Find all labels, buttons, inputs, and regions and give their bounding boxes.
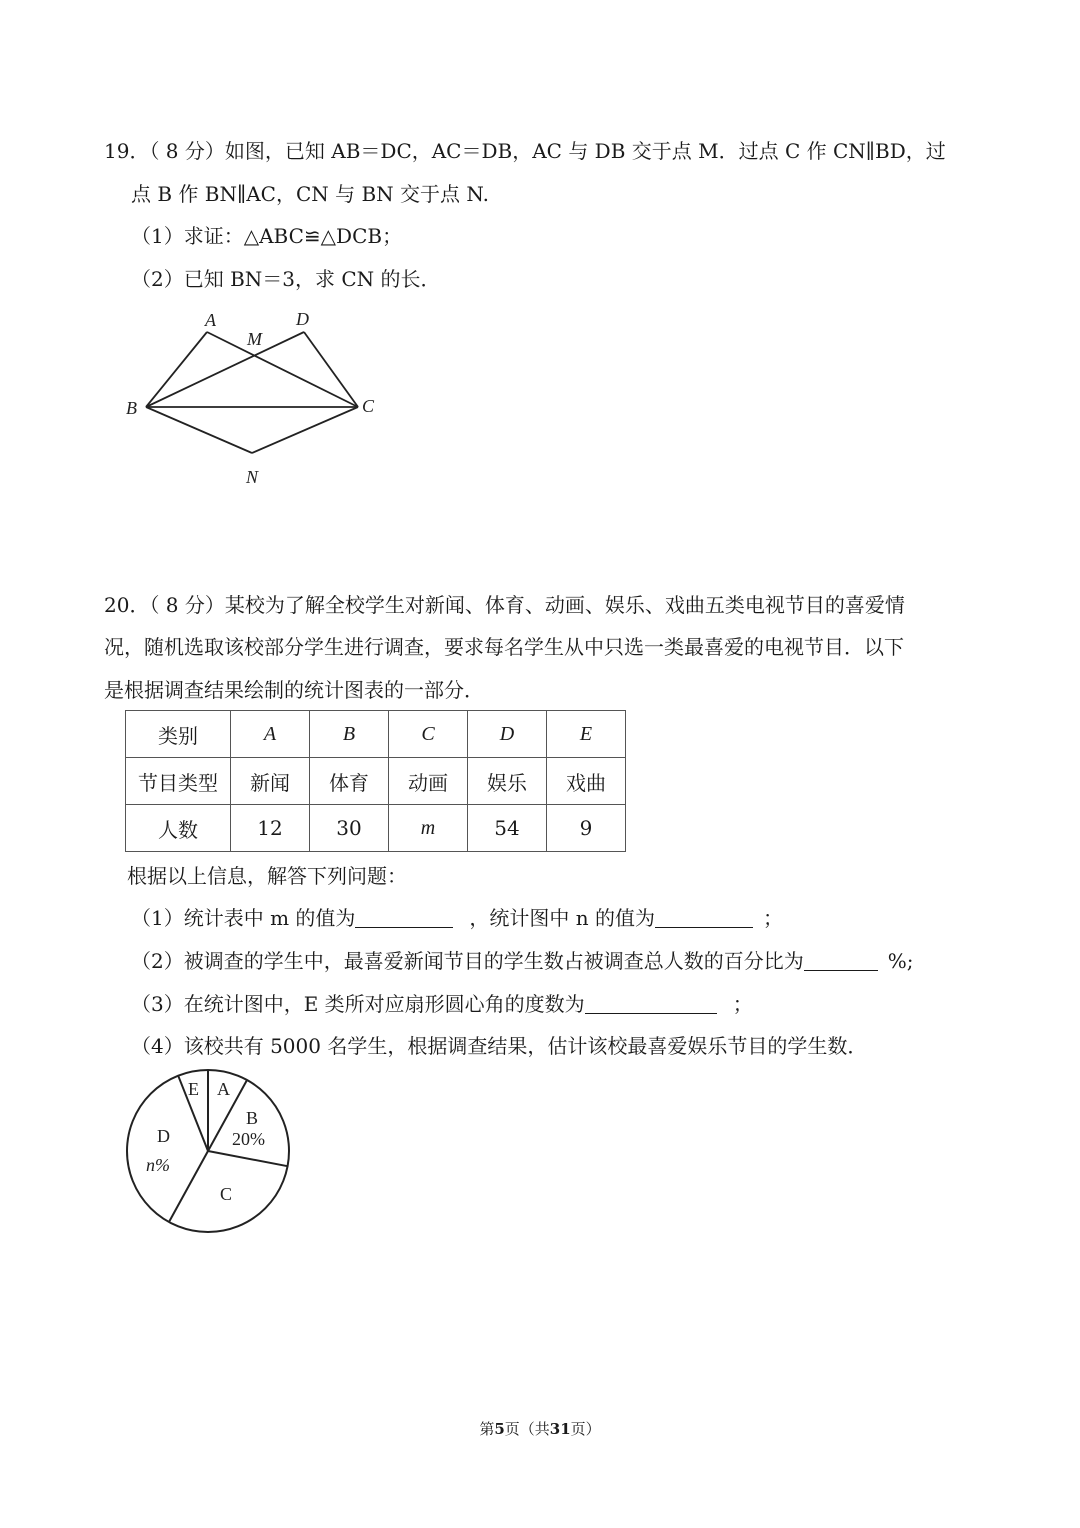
q20-stem-line2: 况，随机选取该校部分学生进行调查，要求每名学生从中只选一类最喜爱的电视节目．以下 [104,635,904,659]
q20-part1-text-a: （1）统计表中 m 的值为 [131,906,356,930]
pie-label-D-pct: n% [146,1155,170,1175]
label-M: M [247,329,262,349]
q20-part3-text-a: （3）在统计图中，E 类所对应扇形圆心角的度数为 [131,992,585,1016]
q20-lead: 根据以上信息，解答下列问题： [127,864,407,888]
table-cell: 12 [231,805,310,852]
q19-part2: （2）已知 BN＝3，求 CN 的长． [131,267,441,291]
q19-line1 [104,137,946,165]
table-header-cell: 节目类型 [126,758,231,805]
table-row [126,805,626,852]
label-N: N [246,467,259,487]
label-D: D [296,309,309,329]
table-cell: 戏曲 [547,758,626,805]
footer-post: 页） [570,1420,601,1438]
footer-page-number: 5 [494,1420,505,1438]
table-cell: E [547,711,626,758]
q20-part4: （4）该校共有 5000 名学生，根据调查结果，估计该校最喜爱娱乐节目的学生数． [131,1034,868,1058]
table-row [126,758,626,805]
footer-mid: 页（共 [504,1420,550,1438]
q20-part2 [131,947,913,975]
table-row [126,711,626,758]
q20-part3 [131,990,753,1018]
label-A: A [205,310,216,330]
q20-stem-line3: 是根据调查结果绘制的统计图表的一部分． [104,678,484,702]
page-footer [0,1418,1080,1439]
table-header-cell: 人数 [126,805,231,852]
answer-blank[interactable] [585,993,717,1014]
q20-part2-text-a: （2）被调查的学生中，最喜爱新闻节目的学生数占被调查总人数的百分比为 [131,949,804,973]
q20-points: （ 8 分） [149,593,225,617]
table-cell: D [468,711,547,758]
pie-label-A: A [217,1079,230,1099]
pie-label-D: D [157,1126,170,1146]
stats-table [125,710,626,852]
pie-label-B: B [246,1108,259,1128]
table-cell: 动画 [389,758,468,805]
q19-points: （ 8 分） [149,139,225,163]
q20-part2-text-b: %; [887,949,914,973]
table-cell: B [310,711,389,758]
table-cell: C [389,711,468,758]
q20-part3-text-b: ； [732,992,753,1016]
q20-part1-text-c: ； [763,906,784,930]
answer-blank[interactable] [804,950,878,971]
table-header-cell: 类别 [126,711,231,758]
q20-line1 [104,591,905,619]
q19-number: 19． [104,139,150,163]
table-cell: 30 [310,805,389,852]
label-C: C [362,396,375,416]
label-B: B [126,398,137,418]
q19-stem-line2: 点 B 作 BN∥AC，CN 与 BN 交于点 N. [131,182,489,206]
footer-total-pages: 31 [549,1420,571,1438]
table-cell: 新闻 [231,758,310,805]
pie-label-B-pct: 20% [232,1129,265,1149]
table-cell: A [231,711,310,758]
q20-part1 [131,904,783,932]
answer-blank[interactable] [655,907,753,928]
table-cell: m [389,805,468,852]
table-cell: 体育 [310,758,389,805]
q19-stem-line1: 如图，已知 AB＝DC，AC＝DB，AC 与 DB 交于点 M．过点 C 作 CN∥BD，过 [224,139,946,163]
pie-chart [120,1068,300,1238]
q20-part1-text-b: ，统计图中 n 的值为 [469,906,656,930]
pie-label-E: E [188,1079,199,1099]
table-cell: 54 [468,805,547,852]
answer-blank[interactable] [355,907,453,928]
pie-label-C: C [220,1184,233,1204]
q19-part1: （1）求证：△ABC≌△DCB； [131,224,403,248]
q19-geometry-figure [120,308,390,488]
q20-stem-line1: 某校为了解全校学生对新闻、体育、动画、娱乐、戏曲五类电视节目的喜爱情 [224,593,905,617]
footer-pre: 第 [479,1420,495,1438]
table-cell: 9 [547,805,626,852]
table-cell: 娱乐 [468,758,547,805]
q20-number: 20． [104,593,150,617]
